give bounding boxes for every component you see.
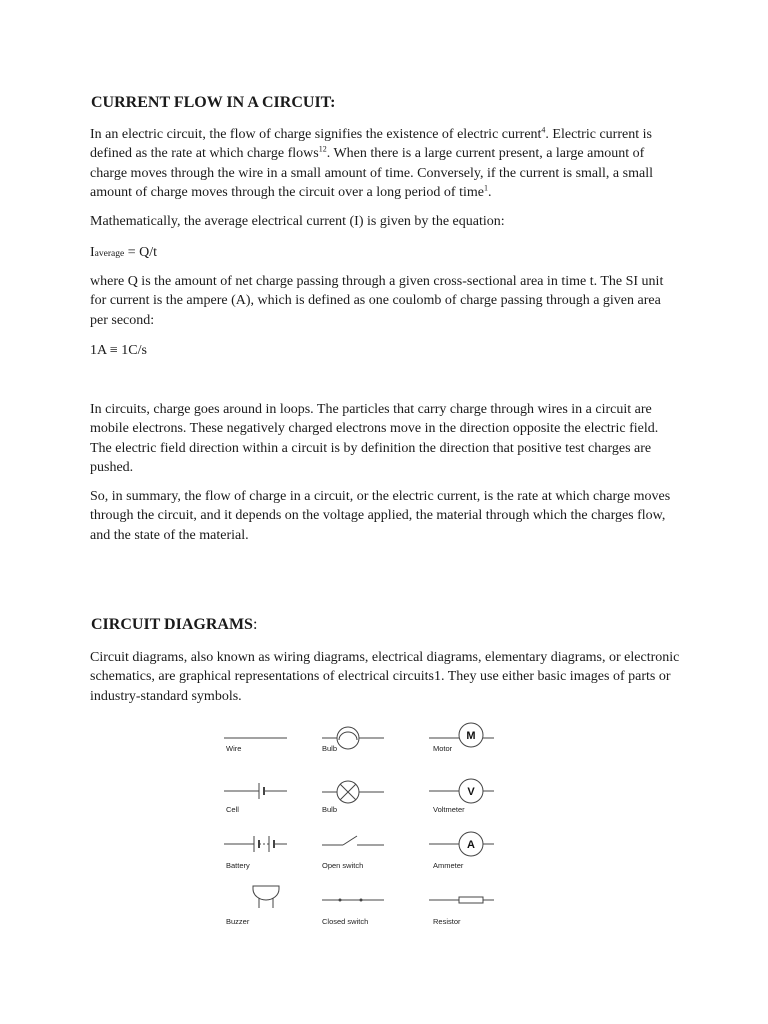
buzzer-label: Buzzer (226, 917, 250, 926)
wire-label: Wire (226, 744, 242, 753)
cell-label: Cell (226, 805, 239, 814)
paragraph-si-unit: where Q is the amount of net charge passing through a given cross-sectional area in time t. The SI unit for current is the ampere (A), which is defined as one coulomb of charge passing through a given area per second: (90, 274, 664, 328)
bulb-label-1: Bulb (322, 744, 338, 753)
motor-letter: M (466, 730, 476, 742)
paragraph-circuit-diagrams: Circuit diagrams, also known as wiring diagrams, electrical diagrams, elementary diagrams, or electronic schematics, are graphical representations of electrical circuits1. They use either basic images of parts or industry-standard symbols. (90, 650, 680, 704)
paragraph-charge-loops: In circuits, charge goes around in loops. The particles that carry charge through wires in a circuit are mobile electrons. These negatively charged electrons move in the direction opposite the electric field. The electric field direction within a circuit is by definition the direction that positive test charges are pushed. (90, 402, 659, 476)
equation-average-current: Iaverage = Q/t (90, 245, 157, 260)
battery-symbol (224, 836, 287, 852)
section-heading-circuit-diagrams: CIRCUIT DIAGRAMS: (91, 616, 258, 633)
section-heading-current-flow: CURRENT FLOW IN A CIRCUIT: (91, 94, 336, 111)
motor-label: Motor (433, 744, 453, 753)
battery-label: Battery (226, 861, 250, 870)
voltmeter-label: Voltmeter (433, 805, 465, 814)
ammeter-symbol (429, 832, 494, 856)
equation-ampere-definition: 1A ≡ 1C/s (90, 343, 147, 358)
open-switch-symbol (322, 836, 384, 845)
ammeter-letter: A (467, 839, 475, 851)
cell-symbol (224, 783, 287, 799)
resistor-symbol (429, 897, 494, 903)
bulb-label-2: Bulb (322, 805, 338, 814)
voltmeter-letter: V (467, 786, 475, 798)
buzzer-symbol (253, 886, 279, 908)
paragraph-current-intro: In an electric circuit, the flow of charge signifies the existence of electric current$^4$. Electric current is defined as the rate at which charge flows$^{12}$. When there is a large current present, a large amount of charge moves through the wire in a small amount of time. Conversely, if the current is small, a small amount of charge moves through the circuit over a long period of time$^1$. (90, 125, 653, 201)
open-switch-label: Open switch (322, 861, 364, 870)
paragraph-mathematically: Mathematically, the average electrical current (I) is given by the equation: (90, 214, 505, 229)
bulb-symbol-2 (322, 781, 384, 803)
paragraph-summary: So, in summary, the flow of charge in a circuit, or the electric current, is the rate at which charge moves through the circuit, and it depends on the voltage applied, the material through which the charges flow, and the state of the material. (90, 489, 671, 543)
closed-switch-label: Closed switch (322, 917, 369, 926)
ammeter-label: Ammeter (433, 861, 464, 870)
voltmeter-symbol (429, 779, 494, 803)
circuit-symbols-figure (219, 718, 499, 930)
closed-switch-symbol (322, 899, 384, 901)
resistor-label: Resistor (433, 917, 461, 926)
